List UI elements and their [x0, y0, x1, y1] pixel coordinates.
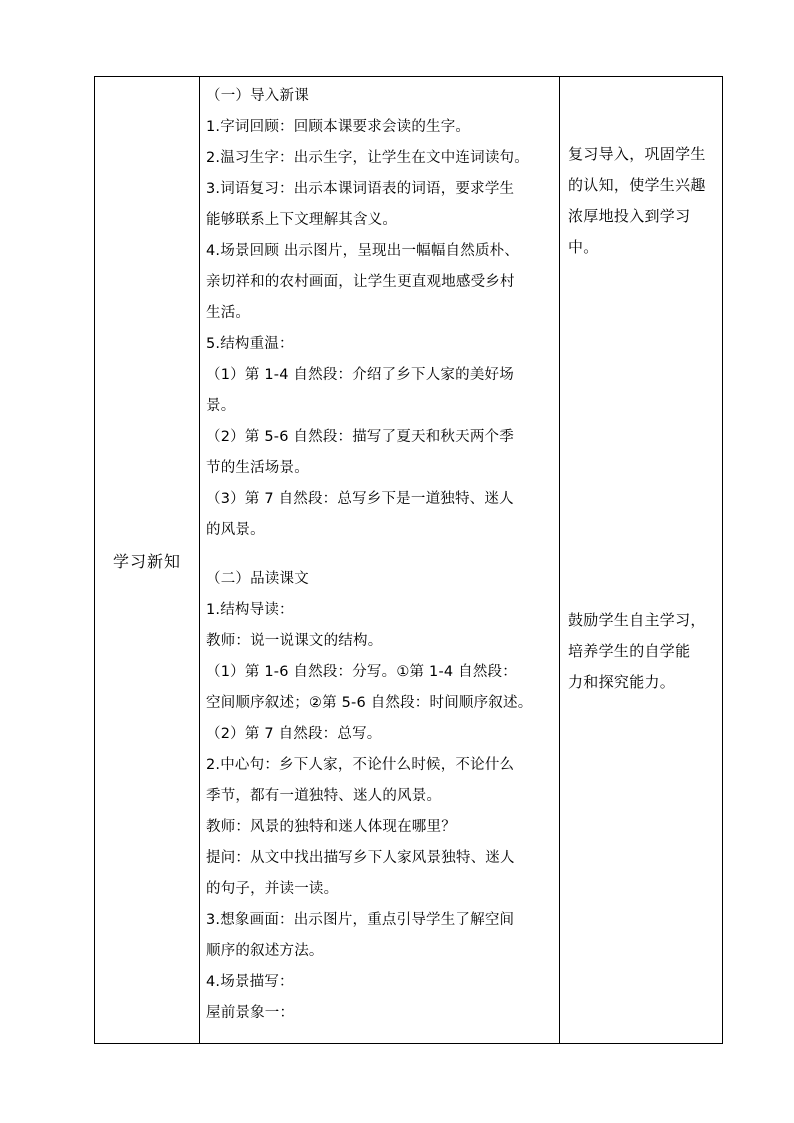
section-label: 学习新知 — [112, 551, 181, 571]
table-row — [95, 77, 723, 1044]
part2-heading: （二）品读课文 — [206, 571, 309, 587]
intent-line: 培养学生的自学能 — [568, 642, 691, 660]
content-line: （1）第 1-6 自然段：分写。①第 1-4 自然段： — [206, 664, 517, 680]
content-line: 1.字词回顾：回顾本课要求会读的生字。 — [206, 119, 471, 135]
content-line: 4.场景描写： — [206, 974, 294, 990]
content-line: 5.结构重温： — [206, 336, 294, 352]
lesson-plan-table — [94, 76, 723, 1044]
content-line: （2）第 7 自然段：总写。 — [206, 726, 382, 742]
content-line: 1.结构导读： — [206, 602, 294, 618]
content-line: 教师：说一说课文的结构。 — [206, 633, 383, 649]
design-intent-cell — [560, 77, 723, 1044]
content-line: 3.词语复习：出示本课词语表的词语，要求学生 — [206, 181, 515, 197]
content-line: （2）第 5-6 自然段：描写了夏天和秋天两个季 — [206, 429, 514, 445]
content-line: 教师：风景的独特和迷人体现在哪里？ — [206, 819, 456, 835]
content-line: 能够联系上下文理解其含义。 — [206, 212, 398, 228]
content-line: 2.温习生字：出示生字，让学生在文中连词读句。 — [206, 150, 529, 166]
content-line: （3）第 7 自然段：总写乡下是一道独特、迷人 — [206, 491, 514, 507]
content-line: 4.场景回顾 出示图片，呈现出一幅幅自然质朴、 — [206, 243, 520, 259]
content-line: 的风景。 — [206, 522, 265, 538]
intent-part2 — [568, 605, 718, 698]
content-line: 季节，都有一道独特、迷人的风景。 — [206, 788, 442, 804]
part1-heading: （一）导入新课 — [206, 88, 309, 104]
intent-line: 的认知，使学生兴趣 — [568, 176, 706, 194]
content-line: （1）第 1-4 自然段：介绍了乡下人家的美好场 — [206, 367, 514, 383]
intent-line: 中。 — [568, 238, 599, 256]
intent-part1 — [568, 139, 718, 263]
intent-line: 力和探究能力。 — [568, 673, 676, 691]
content-line: 亲切祥和的农村画面，让学生更直观地感受乡村 — [206, 274, 515, 290]
content-cell — [200, 77, 560, 1044]
intent-line: 复习导入，巩固学生 — [568, 145, 706, 163]
content-line: 3.想象画面：出示图片，重点引导学生了解空间 — [206, 912, 515, 928]
section-label-cell — [95, 77, 200, 1044]
content-line: 空间顺序叙述；②第 5-6 自然段：时间顺序叙述。 — [206, 695, 533, 711]
content-line: 景。 — [206, 398, 236, 414]
content-line: 提问：从文中找出描写乡下人家风景独特、迷人 — [206, 850, 515, 866]
content-line: 生活。 — [206, 305, 251, 321]
intent-line: 浓厚地投入到学习 — [568, 207, 691, 225]
content-line: 顺序的叙述方法。 — [206, 943, 324, 959]
content-line: 节的生活场景。 — [206, 460, 309, 476]
content-line: 屋前景象一： — [206, 1005, 295, 1021]
spacer — [206, 546, 555, 564]
intent-line: 鼓励学生自主学习， — [568, 611, 706, 629]
content-line: 的句子，并读一读。 — [206, 881, 339, 897]
content-line: 2.中心句：乡下人家，不论什么时候，不论什么 — [206, 757, 515, 773]
